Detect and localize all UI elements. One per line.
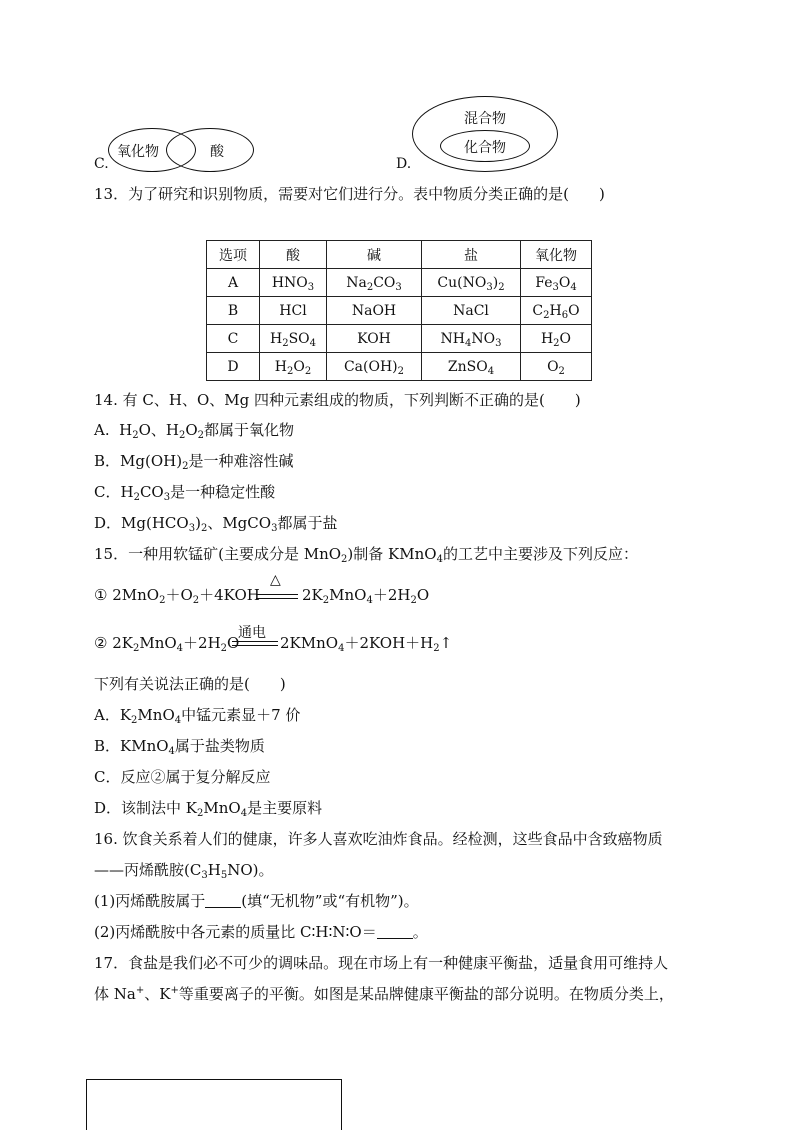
heat-condition: △ (270, 572, 281, 588)
equation-1-sign (256, 594, 298, 595)
table-header: 盐 (422, 241, 521, 269)
mixture-label: 混合物 (464, 111, 506, 127)
equation-1: ① $2MnO_2+O_2+4KOH$ (94, 586, 260, 606)
table-cell: D (207, 353, 260, 381)
table-row (207, 297, 592, 325)
table-cell: $Ca(OH)_2$ (327, 353, 422, 381)
q13-stem: 13．为了研究和识别物质，需要对它们进行分。表中物质分类正确的是( ) (94, 185, 605, 203)
table-cell: ZnSO$_4$ (422, 353, 521, 381)
table-cell: $H_2O$ (521, 325, 592, 353)
table-header: 碱 (327, 241, 422, 269)
option-c-letter: C. (94, 156, 109, 172)
table-row (207, 325, 592, 353)
table-header-row (207, 241, 592, 269)
table-cell: C (207, 325, 260, 353)
oxide-label: 氧化物 (117, 144, 159, 160)
table-cell: $NH_4NO_3$ (422, 325, 521, 353)
table-row (207, 353, 592, 381)
equation-2-sign (232, 641, 278, 642)
table-cell: B (207, 297, 260, 325)
table-cell: $C_2H_6O$ (521, 297, 592, 325)
q14-option-c: C．$H_2CO_3$是一种稳定性酸 (94, 483, 276, 503)
answer-blank[interactable] (205, 893, 241, 908)
q14-option-d: D．$Mg(HCO_3)_2$、MgCO$_3$都属于盐 (94, 514, 338, 534)
acid-label: 酸 (210, 144, 224, 160)
compound-label: 化合物 (464, 140, 506, 156)
table-cell: NaOH (327, 297, 422, 325)
table-row (207, 269, 592, 297)
table-cell: $Fe_3O_4$ (521, 269, 592, 297)
option-d-letter: D. (396, 156, 412, 172)
q15-option-d: D．该制法中 $K_2MnO_4$是主要原料 (94, 799, 323, 819)
table-header: 氧化物 (521, 241, 592, 269)
table-cell: A (207, 269, 260, 297)
table-header: 选项 (207, 241, 260, 269)
table-cell: $H_2SO_4$ (260, 325, 327, 353)
q15-option-b: B．KMnO$_4$属于盐类物质 (94, 737, 265, 757)
q15-option-c: C．反应②属于复分解反应 (94, 768, 271, 786)
q17-line-2: 体 Na+、K+等重要离子的平衡。如图是某品牌健康平衡盐的部分说明。在物质分类上， (94, 985, 674, 1003)
q16-part-1: (1)丙烯酰胺属于 (填“无机物”或“有机物”)。 (94, 892, 419, 910)
q15-prompt: 下列有关说法正确的是( ) (94, 675, 286, 693)
label-box (86, 1079, 342, 1130)
table-cell: NaCl (422, 297, 521, 325)
table-cell: $Na_2CO_3$ (327, 269, 422, 297)
table-header: 酸 (260, 241, 327, 269)
classification-table (206, 240, 592, 381)
q14-option-a: A. $H_2O$、$H_2O_2$都属于氧化物 (94, 421, 295, 441)
q16-part-2: (2)丙烯酰胺中各元素的质量比 C∶H∶N∶O＝ 。 (94, 923, 428, 941)
table-cell: KOH (327, 325, 422, 353)
equation-1-products: $2K_2MnO_4+2H_2O$ (302, 586, 430, 606)
q16-line-2: ——丙烯酰胺$(C_3H_5NO)$。 (94, 861, 274, 881)
q14-stem: 14. 有 C、H、O、Mg 四种元素组成的物质，下列判断不正确的是( ) (94, 391, 581, 409)
table-cell: $O_2$ (521, 353, 592, 381)
q14-option-b: B．$Mg(OH)_2$是一种难溶性碱 (94, 452, 294, 472)
table-cell: $Cu(NO_3)_2$ (422, 269, 521, 297)
electrolysis-condition: 通电 (238, 625, 266, 641)
table-cell: $HNO_3$ (260, 269, 327, 297)
equation-2-products: $2KMnO_4+2KOH+H_2↑$ (280, 634, 453, 654)
q15-option-a: A．$K_2MnO_4$中锰元素显＋7 价 (94, 706, 301, 726)
q17-line-1: 17．食盐是我们必不可少的调味品。现在市场上有一种健康平衡盐，适量食用可维持人 (94, 954, 669, 972)
equation-1-sign (256, 598, 298, 599)
table-cell: $H_2O_2$ (260, 353, 327, 381)
equation-2-sign (232, 645, 278, 646)
table-cell: HCl (260, 297, 327, 325)
q15-stem: 15．一种用软锰矿(主要成分是 MnO$_2$)制备 KMnO$_4$的工艺中主要涉及下列反应： (94, 545, 638, 565)
q16-line-1: 16. 饮食关系着人们的健康，许多人喜欢吃油炸食品。经检测，这些食品中含致癌物质 (94, 830, 663, 848)
answer-blank[interactable] (377, 924, 413, 939)
equation-2: ② $2K_2MnO_4+2H_2O$ (94, 634, 240, 654)
